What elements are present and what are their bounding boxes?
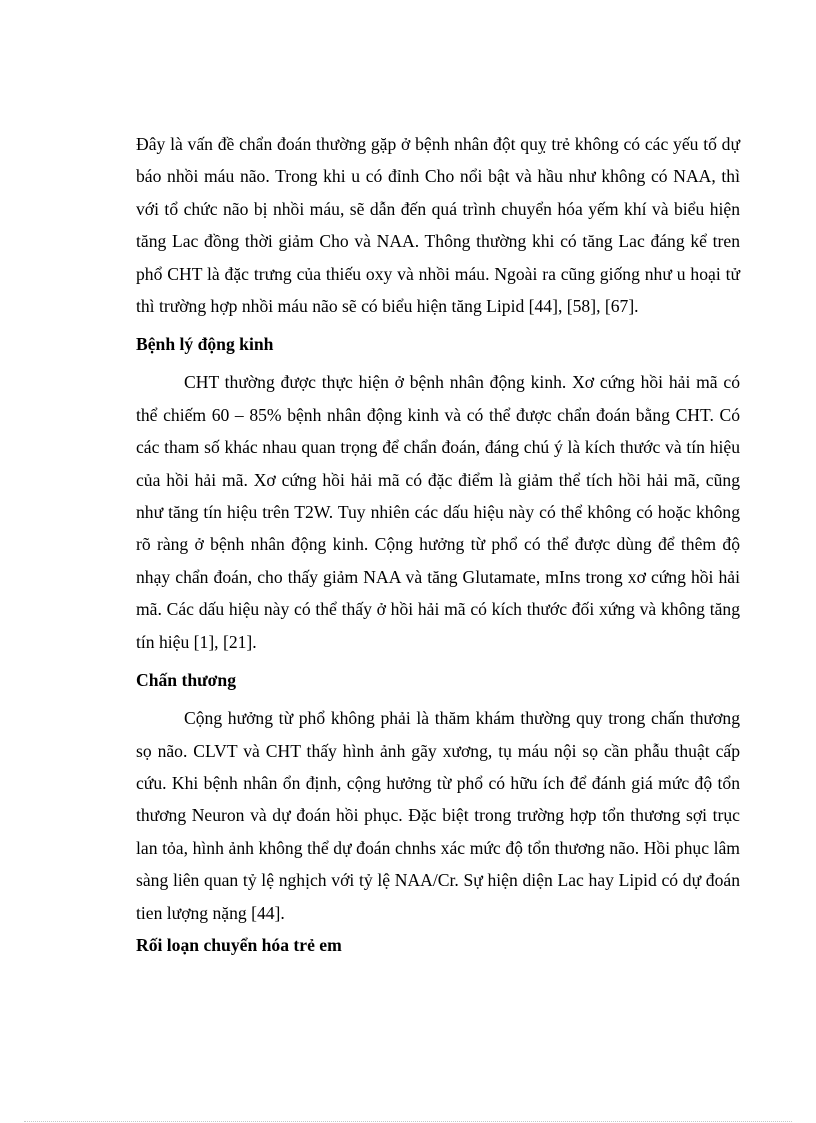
paragraph-epilepsy: CHT thường được thực hiện ở bệnh nhân động kinh. Xơ cứng hồi hải mã có thể chiếm 60 – 85% bệnh nhân động kinh và có thể được chẩn đoán bằng CHT. Có các tham số khác nhau quan trọng để chẩn đoán, đáng chú ý là kích thước và tín hiệu của hồi hải mã. Xơ cứng hồi hải mã có đặc điểm là giảm thể tích hồi hải mã, cũng như tăng tín hiệu trên T2W. Tuy nhiên các dấu hiệu này có thể không có hoặc không rõ ràng ở bệnh nhân động kinh. Cộng hưởng từ phổ có thể được dùng để thêm độ nhạy chẩn đoán, cho thấy giảm NAA và tăng Glutamate, mIns trong xơ cứng hồi hải mã. Các dấu hiệu này có thể thấy ở hồi hải mã có kích thước đối xứng và không tăng tín hiệu [1], [21]. [136,372,740,652]
heading-trauma: Chấn thương [136,670,236,691]
page-bottom-divider [24,1121,792,1122]
paragraph-stroke-diagnosis: Đây là vấn đề chẩn đoán thường gặp ở bệnh nhân đột quỵ trẻ không có các yếu tố dự báo nhồi máu não. Trong khi u có đỉnh Cho nổi bật và hầu như không có NAA, thì với tổ chức não bị nhồi máu, sẽ dẫn đến quá trình chuyển hóa yếm khí và biểu hiện tăng Lac đồng thời giảm Cho và NAA. Thông thường khi có tăng Lac đáng kể tren phổ CHT là đặc trưng của thiếu oxy và nhồi máu. Ngoài ra cũng giống như u hoại tử thì trường hợp nhồi máu não sẽ có biểu hiện tăng Lipid [44], [58], [67]. [136,134,740,317]
page-body [136,128,740,961]
heading-epilepsy: Bệnh lý động kinh [136,334,274,355]
heading-metabolic-disorders: Rối loạn chuyển hóa trẻ em [136,934,342,955]
paragraph-trauma: Cộng hưởng từ phổ không phải là thăm khám thường quy trong chấn thương sọ não. CLVT và CHT thấy hình ảnh gãy xương, tụ máu nội sọ cần phẫu thuật cấp cứu. Khi bệnh nhân ổn định, cộng hưởng từ phổ có hữu ích để đánh giá mức độ tổn thương Neuron và dự đoán hồi phục. Đặc biệt trong trường hợp tổn thương sợi trục lan tỏa, hình ảnh không thể dự đoán chnhs xác mức độ tổn thương não. Hồi phục lâm sàng liên quan tỷ lệ nghịch với tỷ lệ NAA/Cr. Sự hiện diện Lac hay Lipid có dự đoán tien lượng nặng [44]. [136,708,740,923]
